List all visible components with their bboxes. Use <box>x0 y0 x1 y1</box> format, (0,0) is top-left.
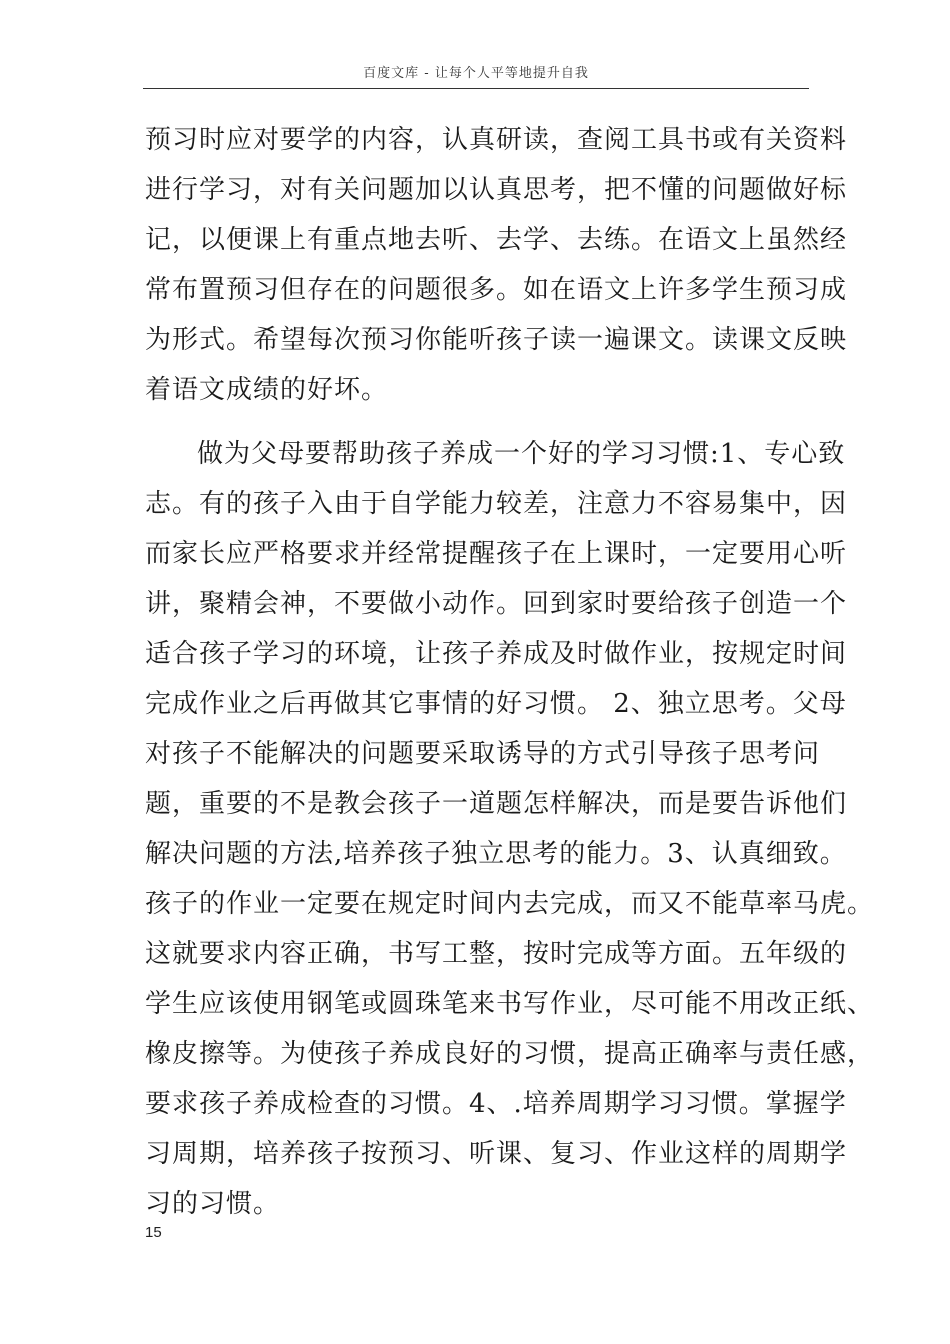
paragraph <box>145 429 875 1229</box>
text-line: 习周期，培养孩子按预习、听课、复习、作业这样的周期学 <box>145 1139 848 1169</box>
text-line: 这就要求内容正确，书写工整，按时完成等方面。五年级的 <box>145 939 848 969</box>
text-line: 习的习惯。 <box>145 1189 281 1219</box>
text-line: 进行学习，对有关问题加以认真思考，把不懂的问题做好标 <box>145 175 848 205</box>
text-line: 学生应该使用钢笔或圆珠笔来书写作业，尽可能不用改正纸、 <box>145 989 875 1019</box>
text-line: 为形式。希望每次预习你能听孩子读一遍课文。读课文反映 <box>145 325 848 355</box>
text-line: 常布置预习但存在的问题很多。如在语文上许多学生预习成 <box>145 275 848 305</box>
text-line: 志。有的孩子入由于自学能力较差，注意力不容易集中，因 <box>145 489 848 519</box>
text-line: 孩子的作业一定要在规定时间内去完成，而又不能草率马虎。 <box>145 889 875 919</box>
text-line: 做为父母要帮助孩子养成一个好的学习习惯:1、专心致 <box>197 439 846 469</box>
text-line: 适合孩子学习的环境，让孩子养成及时做作业，按规定时间 <box>145 639 848 669</box>
header-title: 百度文库 - 让每个人平等地提升自我 <box>363 66 589 81</box>
page-header <box>143 60 809 89</box>
text-line: 题，重要的不是教会孩子一道题怎样解决，而是要告诉他们 <box>145 789 848 819</box>
text-line: 解决问题的方法,培养孩子独立思考的能力。3、认真细致。 <box>145 839 847 869</box>
page-number: 15 <box>145 1224 162 1241</box>
document-body <box>145 115 875 1229</box>
text-line: 对孩子不能解决的问题要采取诱导的方式引导孩子思考问 <box>145 739 821 769</box>
text-line: 而家长应严格要求并经常提醒孩子在上课时，一定要用心听 <box>145 539 848 569</box>
paragraph-spacer <box>145 415 825 429</box>
text-line: 预习时应对要学的内容，认真研读，查阅工具书或有关资料 <box>145 125 848 155</box>
paragraph <box>145 115 848 415</box>
text-line: 完成作业之后再做其它事情的好习惯。 2、独立思考。父母 <box>145 689 847 719</box>
text-line: 记，以便课上有重点地去听、去学、去练。在语文上虽然经 <box>145 225 848 255</box>
text-line: 讲，聚精会神，不要做小动作。回到家时要给孩子创造一个 <box>145 589 848 619</box>
text-line: 要求孩子养成检查的习惯。4、.培养周期学习习惯。掌握学 <box>145 1089 847 1119</box>
text-line: 着语文成绩的好坏。 <box>145 375 389 405</box>
text-line: 橡皮擦等。为使孩子养成良好的习惯，提高正确率与责任感， <box>145 1039 875 1069</box>
